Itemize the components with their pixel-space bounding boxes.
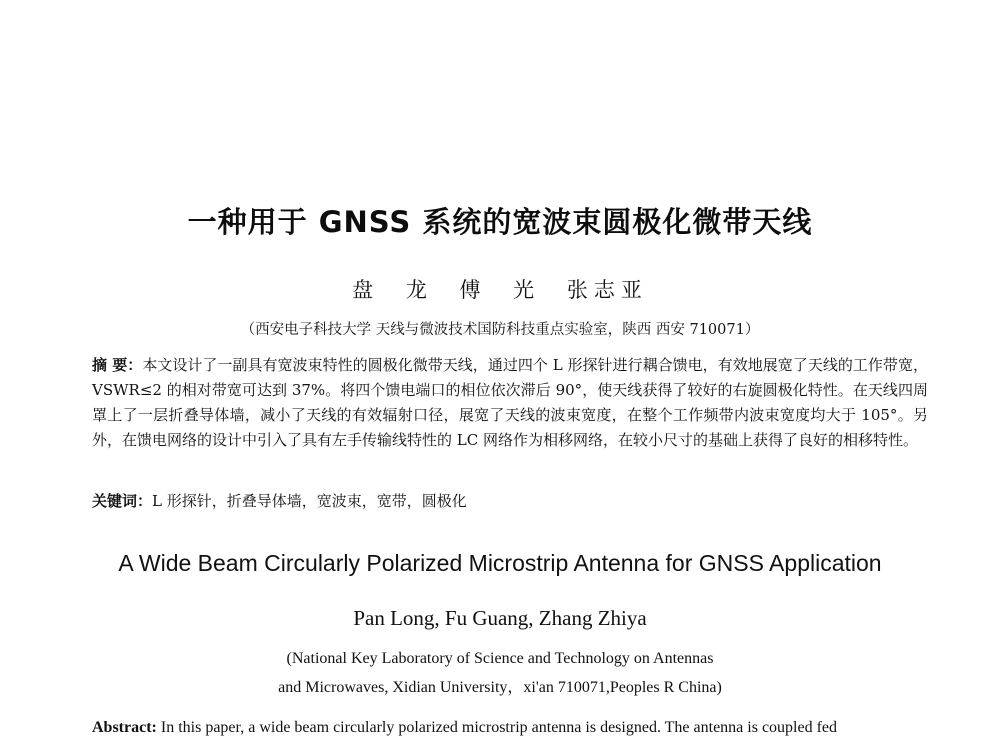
chinese-title: 一种用于 GNSS 系统的宽波束圆极化微带天线 <box>187 205 813 239</box>
chinese-keywords-label: 关键词： <box>92 492 153 510</box>
chinese-abstract <box>92 353 928 453</box>
chinese-keywords-text: L 形探针，折叠导体墙，宽波束，宽带，圆极化 <box>152 492 467 510</box>
english-abstract-label: Abstract: <box>92 719 157 736</box>
chinese-authors: 盘 龙 傅 光 张志亚 <box>352 278 648 302</box>
english-abstract <box>92 716 928 740</box>
english-abstract-text: In this paper, a wide beam circularly polarized microstrip antenna is designed. The antenna is coupled fed <box>160 719 838 736</box>
english-affiliation-line-2: and Microwaves, Xidian University，xi'an 710071,Peoples R China) <box>278 679 722 696</box>
english-affiliation-line-1: (National Key Laboratory of Science and Technology on Antennas <box>286 650 714 667</box>
chinese-abstract-text: 本文设计了一副具有宽波束特性的圆极化微带天线，通过四个 L 形探针进行耦合馈电，有效地展宽了天线的工作带宽，VSWR≤2 的相对带宽可达到 37%。将四个馈电端口的相位依次滞后 90°，使天线获得了较好的右旋圆极化特性。在天线四周罩上了一层折叠导体墙，减小了天线的有效辐射口径，展宽了天线的波束宽度，在整个工作频带内波束宽度均大于 105°。另外，在馈电网络的设计中引入了具有左手传输线特性的 LC 网络作为相移网络，在较小尺寸的基础上获得了良好的相移特性。 <box>92 356 928 449</box>
chinese-abstract-label: 摘 要： <box>92 356 143 374</box>
english-authors: Pan Long, Fu Guang, Zhang Zhiya <box>353 606 647 630</box>
chinese-keywords <box>92 490 928 512</box>
english-title: A Wide Beam Circularly Polarized Microstrip Antenna for GNSS Application <box>118 550 882 576</box>
chinese-affiliation: （西安电子科技大学 天线与微波技术国防科技重点实验室，陕西 西安 710071） <box>240 322 760 338</box>
